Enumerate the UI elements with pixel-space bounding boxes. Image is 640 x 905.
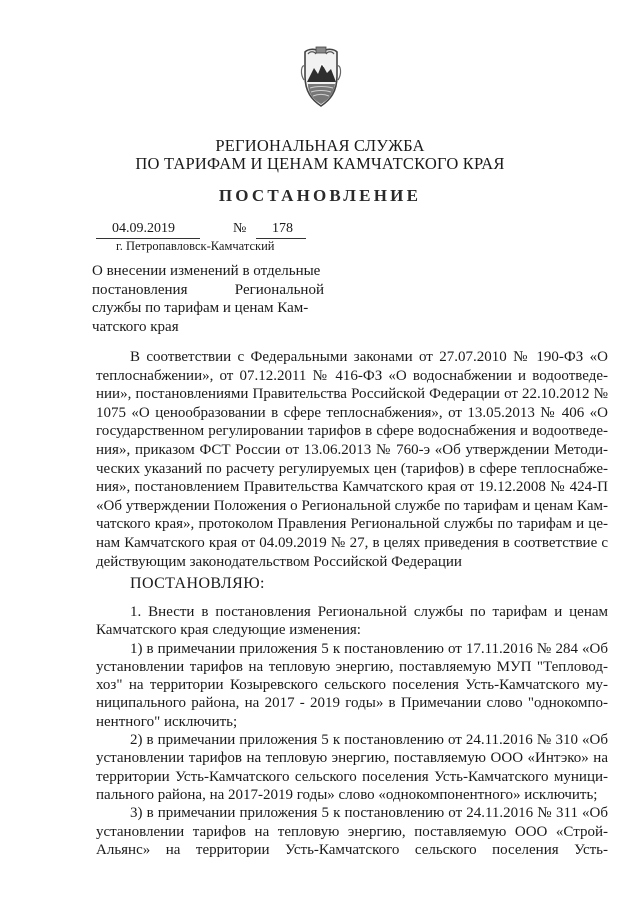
preamble-line: В соответствии с Федеральными законами от 27.07.2010 № 190-ФЗ «О [130,349,608,365]
preamble-line: теплоснабжении», от 07.12.2011 № 416-ФЗ «О водоснабжении и водоотведе- [96,367,608,384]
preamble-line: действующим законодательством Российской Федерации [96,553,462,570]
item-line: хоз" на территории Козыревского сельского поселения Усть-Камчатского му- [96,677,608,694]
preamble-line: ческих указаний по расчету регулируемых цен (тарифов) в сфере теплоснабже- [96,460,608,477]
item-line: 3) в примечании приложения 5 к постановлению от 24.11.2016 № 311 «Об [130,805,608,822]
item-line: установлении тарифов на тепловую энергию, поставляемую ООО «Интэко» на [96,750,608,767]
item-line: пального района, на 2017-2019 годы» слово «однокомпонентного» исключить; [96,786,598,803]
subject-line: постановления Региональной [92,281,324,298]
kamchatka-coat-of-arms-icon [296,46,346,112]
preamble-line: государственном регулировании тарифов в сфере водоснабжения и водоотведе- [96,423,608,440]
item-line: 1. Внести в постановления Региональной службы по тарифам и ценам [130,604,608,620]
item-line: территории Усть-Камчатского сельского поселения Усть-Камчатского муници- [96,768,608,785]
document-subject [92,262,324,336]
preamble-line: «Об утверждении Положения о Региональной службе по тарифам и ценам Кам- [96,497,608,514]
preamble-line: чатского края», протоколом Правления Региональной службы по тарифам и це- [96,516,608,533]
item-line: ниципального района, на 2017 - 2019 годы» в Примечании слово "однокомпо- [96,695,608,712]
item-line: Камчатского края следующие изменения: [96,622,361,639]
item-line: 1) в примечании приложения 5 к постановлению от 17.11.2016 № 284 «Об [130,640,608,657]
item-line: 2) в примечании приложения 5 к постановлению от 24.11.2016 № 310 «Об [130,732,608,749]
subject-line: чатского края [92,318,179,335]
item-line: установлении тарифов на тепловую энергию, поставляемую МУП "Тепловод- [96,658,608,675]
preamble-paragraph [96,348,608,571]
organization-name-line1: РЕГИОНАЛЬНАЯ СЛУЖБА [215,136,425,155]
decree-word: ПОСТАНОВЛЯЮ: [130,575,265,592]
document-type-title: ПОСТАНОВЛЕНИЕ [218,186,422,205]
preamble-line: ния», приказом ФСТ России от 13.06.2013 № 760-э «Об утверждении Методи- [96,441,608,458]
document-date: 04.09.2019 [112,221,175,236]
item-line: установлении тарифов на тепловую энергию, поставляемую ООО «Строй- [96,823,608,840]
preamble-line: 1075 «О ценообразовании в сфере теплоснабжения», от 13.05.2013 № 406 «О [96,404,608,421]
preamble-line: ния», постановлением Правительства Камчатского края от 19.12.2008 № 424-П [96,479,608,496]
organization-name-line2: ПО ТАРИФАМ И ЦЕНАМ КАМЧАТСКОГО КРАЯ [135,154,505,173]
subject-line: службы по тарифам и ценам Кам- [92,300,309,316]
document-city: г. Петропавловск-Камчатский [116,239,275,253]
preamble-line: нам Камчатского края от 04.09.2019 № 27, в целях приведения в соответствие с [96,534,608,551]
subject-line: О внесении изменений в отдельные [92,263,321,279]
number-label: № [233,221,247,236]
preamble-line: нии», постановлениями Правительства Российской Федерации от 22.10.2012 № [96,386,608,403]
item-line: Альянс» на территории Усть-Камчатского сельского поселения Усть- [96,841,608,858]
item-line: нентного" исключить; [96,713,238,730]
document-number: 178 [272,221,293,236]
amendment-items [96,603,608,859]
